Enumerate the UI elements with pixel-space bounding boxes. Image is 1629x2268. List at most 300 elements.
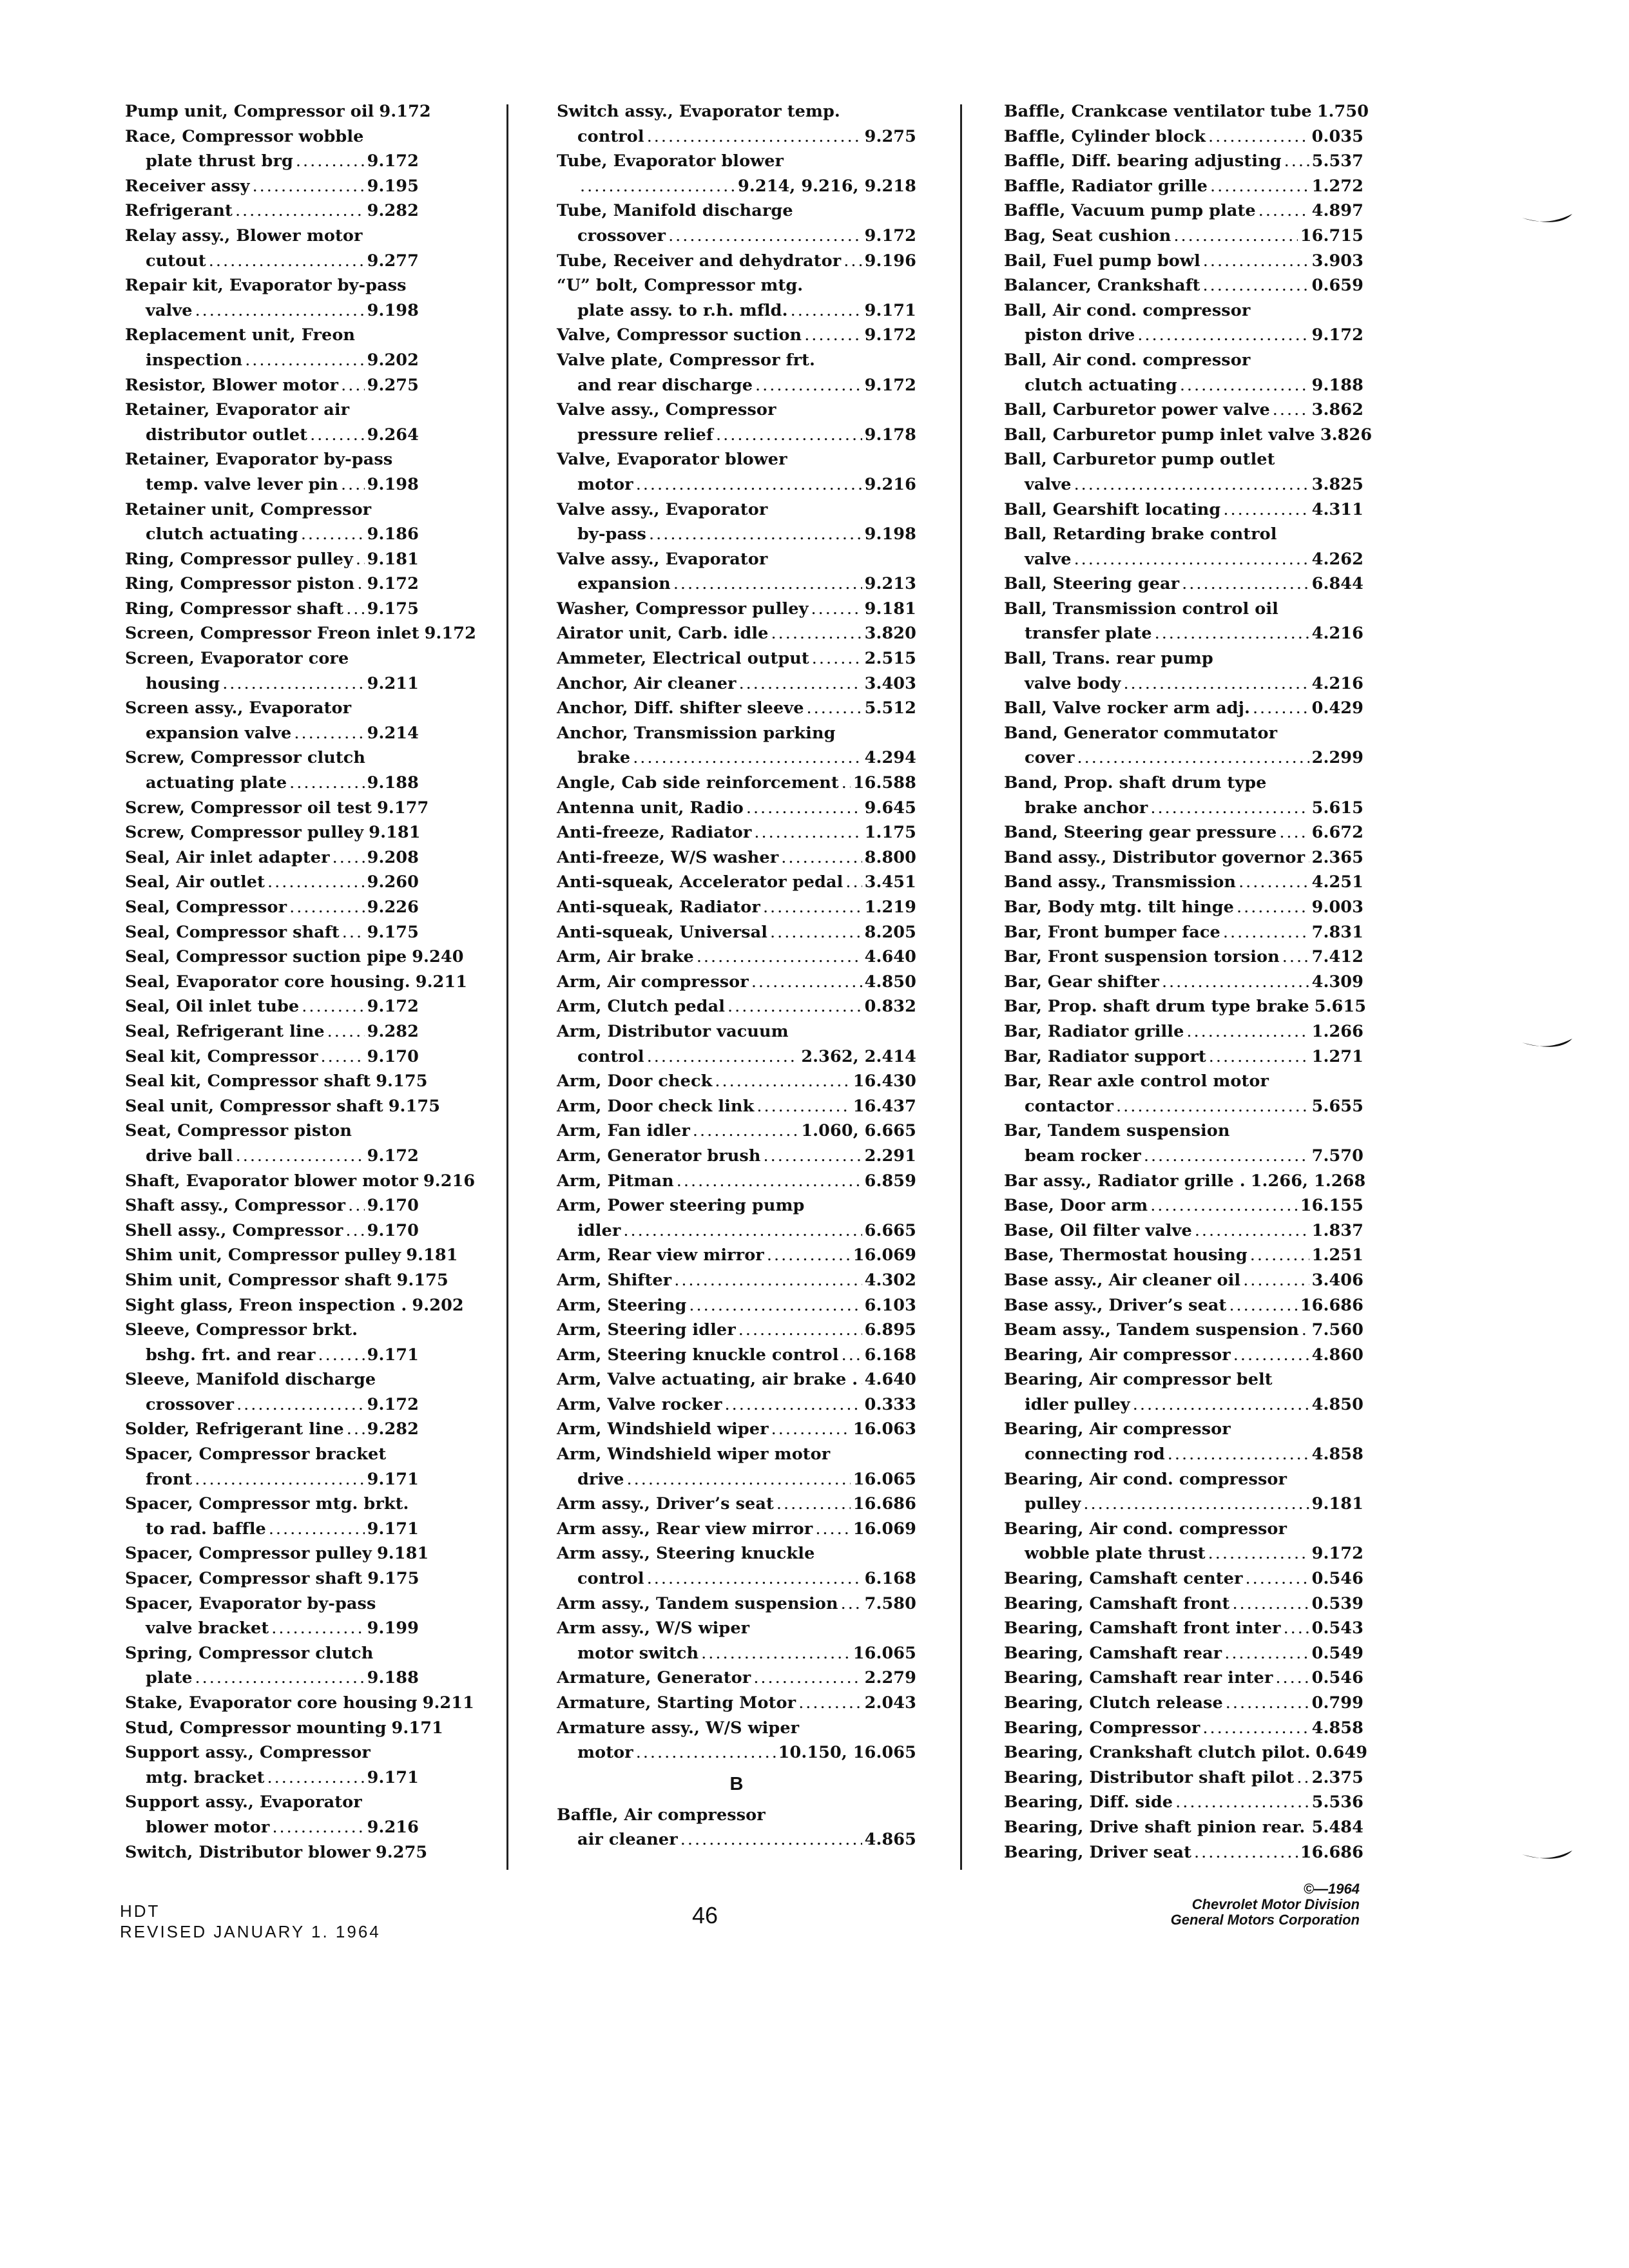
index-entry <box>557 1616 916 1666</box>
page-reference: 9.175 <box>376 1072 428 1091</box>
page-reference: 9.275 <box>864 126 916 146</box>
page-reference: 7.570 <box>1311 1146 1364 1166</box>
entry-text: Base assy., Driver’s seat <box>1004 1295 1227 1315</box>
index-entry <box>557 398 916 447</box>
index-entry <box>557 348 916 398</box>
page-reference: 9.181 <box>367 549 419 569</box>
page-reference: 1.060, 6.665 <box>801 1121 916 1141</box>
entry-text: Bar, Prop. shaft drum type brake <box>1004 997 1309 1017</box>
index-entry <box>125 99 431 124</box>
index-entry <box>557 771 916 796</box>
leader-dots <box>1116 1094 1309 1119</box>
entry-text: Band, Generator commutator <box>1004 723 1278 743</box>
page-reference: 9.175 <box>367 922 419 942</box>
entry-text: Stud, Compressor mounting <box>125 1718 387 1738</box>
entry-text: Seal, Refrigerant line <box>125 1021 325 1041</box>
index-entry <box>1004 522 1364 572</box>
index-entry <box>125 597 419 622</box>
entry-text: Repair kit, Evaporator by-pass <box>125 276 407 296</box>
leader-dots <box>342 920 365 945</box>
leader-dots <box>1229 1293 1297 1318</box>
page-reference: 5.615 <box>1311 798 1364 818</box>
leader-dots <box>770 920 862 945</box>
index-entry <box>125 1591 419 1641</box>
page-reference: 9.188 <box>367 773 419 793</box>
page-reference: 2.043 <box>864 1693 916 1713</box>
index-entry <box>557 323 916 348</box>
index-entry <box>1004 273 1364 298</box>
entry-text: Bearing, Driver seat <box>1004 1842 1192 1862</box>
entry-text: Arm, Rear view mirror <box>557 1245 764 1265</box>
leader-dots <box>815 1517 850 1542</box>
entry-text: valve <box>1025 474 1072 494</box>
entry-text: pressure relief <box>577 425 714 445</box>
page-reference: 9.003 <box>1311 898 1364 917</box>
page-reference: 0.539 <box>1311 1593 1364 1613</box>
leader-dots <box>1155 621 1309 646</box>
index-entry <box>557 1541 916 1591</box>
page-reference: 4.309 <box>1311 972 1364 992</box>
index-entry <box>557 994 916 1019</box>
index-entry <box>1004 845 1364 870</box>
index-entry <box>557 870 916 895</box>
leader-dots <box>346 597 364 622</box>
entry-text: Seal, Evaporator core housing. <box>125 972 410 992</box>
page-reference: 16.588 <box>853 773 916 793</box>
entry-text: Sleeve, Manifold discharge <box>125 1370 376 1390</box>
leader-dots <box>647 124 862 149</box>
leader-dots <box>1077 745 1309 771</box>
index-entry <box>1004 870 1364 895</box>
entry-text: Ball, Steering gear <box>1004 574 1180 594</box>
index-entry <box>1004 1666 1364 1691</box>
page-reference: 16.155 <box>1300 1196 1364 1216</box>
index-entry <box>557 945 916 970</box>
leader-dots <box>843 249 862 274</box>
index-entry <box>557 721 916 771</box>
entry-text: idler pulley <box>1025 1394 1130 1414</box>
page-reference: 2.365 <box>1311 847 1364 867</box>
index-entry <box>125 1442 419 1492</box>
index-entry <box>1004 1840 1364 1865</box>
entry-text: Bar, Tandem suspension <box>1004 1121 1230 1141</box>
page-reference: 4.897 <box>1311 201 1364 221</box>
index-entry <box>1004 348 1364 398</box>
leader-dots <box>1239 870 1309 895</box>
page-reference: 6.103 <box>864 1295 916 1315</box>
page-reference: 9.214 <box>367 723 419 743</box>
page-reference: 9.645 <box>864 798 916 818</box>
index-entry <box>1004 721 1364 771</box>
entry-text: Arm, Windshield wiper motor <box>557 1445 831 1465</box>
leader-dots <box>1203 273 1309 298</box>
leader-dots <box>647 1566 862 1591</box>
page-reference: 9.211 <box>415 972 468 992</box>
page-reference: 9.277 <box>367 251 419 271</box>
page-reference: 4.858 <box>1311 1445 1364 1465</box>
index-entry <box>1004 945 1364 970</box>
index-entry <box>1004 1343 1364 1368</box>
leader-dots <box>318 1343 365 1368</box>
index-entry <box>557 249 916 274</box>
entry-text: expansion <box>577 574 671 594</box>
index-entry <box>1004 1616 1364 1641</box>
index-entry <box>1004 1641 1364 1666</box>
page-reference: 9.282 <box>367 1419 419 1439</box>
page-reference: 0.546 <box>1311 1668 1364 1688</box>
page-reference: 9.264 <box>367 425 419 445</box>
index-entry <box>125 1119 419 1168</box>
leader-dots <box>812 646 862 671</box>
index-entry <box>557 920 916 945</box>
leader-dots <box>842 771 851 796</box>
entry-text: Seal, Oil inlet tube <box>125 997 300 1017</box>
index-entry <box>557 671 916 697</box>
entry-text: Tube, Receiver and dehydrator <box>557 251 842 271</box>
index-entry <box>557 1442 916 1492</box>
page-reference: 16.430 <box>853 1072 916 1091</box>
index-entry <box>1004 1691 1364 1716</box>
entry-text: Airator unit, Carb. idle <box>557 624 769 644</box>
leader-dots <box>236 1144 365 1169</box>
index-column-2 <box>557 99 916 1852</box>
entry-text: Spacer, Evaporator by-pass <box>125 1593 376 1613</box>
leader-dots <box>301 522 365 547</box>
leader-dots <box>195 298 365 323</box>
page-reference: 9.260 <box>367 872 419 892</box>
entry-text: Arm, Windshield wiper <box>557 1419 769 1439</box>
index-entry <box>557 696 916 721</box>
entry-text: Pump unit, Compressor oil <box>125 102 374 121</box>
entry-text: Band, Steering gear pressure <box>1004 823 1277 843</box>
entry-text: Valve plate, Compressor frt. <box>557 350 816 370</box>
page-reference: 10.150, 16.065 <box>778 1743 916 1763</box>
page-reference: 0.035 <box>1311 126 1364 146</box>
leader-dots <box>357 572 364 597</box>
page-reference: 16.686 <box>1300 1295 1364 1315</box>
page-reference: 9.196 <box>864 251 916 271</box>
page-reference: 2.375 <box>1311 1767 1364 1787</box>
entry-text: Ball, Carburetor pump inlet valve <box>1004 425 1315 445</box>
leader-dots <box>636 472 862 497</box>
entry-text: Bearing, Clutch release <box>1004 1693 1223 1713</box>
leader-dots <box>1302 1318 1309 1343</box>
leader-dots <box>1182 572 1309 597</box>
entry-text: Bearing, Camshaft rear <box>1004 1643 1222 1663</box>
index-entry <box>125 1641 419 1691</box>
entry-text: Arm assy., Driver’s seat <box>557 1494 774 1514</box>
index-entry <box>1004 1591 1364 1617</box>
page-reference: 3.403 <box>864 673 916 693</box>
leader-dots <box>1203 249 1309 274</box>
footer-copyright <box>1171 1881 1360 1928</box>
entry-text: temp. valve lever pin <box>146 474 338 494</box>
index-entry <box>1004 1318 1364 1343</box>
page-reference: 4.858 <box>1311 1718 1364 1738</box>
leader-dots <box>327 1019 365 1044</box>
leader-dots <box>1202 1716 1309 1741</box>
entry-text: front <box>146 1469 193 1489</box>
entry-text: Seal, Air inlet adapter <box>125 847 330 867</box>
page-reference: 0.546 <box>1311 1569 1364 1589</box>
page-reference: 8.800 <box>864 847 916 867</box>
page-reference: 9.171 <box>367 1767 419 1787</box>
page-reference: 1.266, 1.268 <box>1250 1171 1366 1191</box>
page-reference: 9.172 <box>864 226 916 245</box>
leader-dots <box>333 845 365 870</box>
entry-text: Seal, Air outlet <box>125 872 265 892</box>
entry-text: Arm, Power steering pump <box>557 1196 805 1216</box>
entry-text: Spring, Compressor clutch <box>125 1643 374 1663</box>
page-reference: 16.686 <box>853 1494 916 1514</box>
page-reference: 9.226 <box>367 898 419 917</box>
entry-text: Screw, Compressor oil test <box>125 798 372 818</box>
page-reference: 9.171 <box>367 1519 419 1539</box>
leader-dots <box>267 1765 365 1791</box>
page-reference: 9.181 <box>406 1245 458 1265</box>
entry-text: control <box>577 1046 644 1066</box>
index-entry <box>557 99 916 149</box>
index-entry <box>1004 1517 1364 1566</box>
entry-text: valve body <box>1025 673 1121 693</box>
leader-dots <box>845 870 862 895</box>
page-reference: 9.202 <box>367 350 419 370</box>
leader-dots <box>289 771 364 796</box>
leader-dots <box>841 1591 862 1617</box>
page-reference: 9.198 <box>367 474 419 494</box>
index-entry <box>557 1293 916 1318</box>
leader-dots <box>763 895 862 920</box>
entry-text: Washer, Compressor pulley <box>557 599 809 619</box>
page-reference: 0.799 <box>1311 1693 1364 1713</box>
index-entry <box>125 398 419 447</box>
entry-text: Sight glass, Freon inspection . <box>125 1295 407 1315</box>
entry-text: Bar, Rear axle control motor <box>1004 1072 1269 1091</box>
index-entry <box>1004 497 1364 523</box>
footer-model-code: HDT <box>120 1901 160 1921</box>
page-reference: 1.750 <box>1316 102 1369 121</box>
leader-dots <box>271 1616 364 1641</box>
leader-dots <box>1223 497 1309 523</box>
entry-text: Retainer unit, Compressor <box>125 499 372 519</box>
index-entry <box>1004 895 1364 920</box>
index-entry <box>125 1069 428 1094</box>
index-entry <box>557 497 916 547</box>
page-reference: 3.826 <box>1320 425 1373 445</box>
index-entry <box>125 994 419 1019</box>
index-column-3 <box>1004 99 1373 1865</box>
entry-text: Support assy., Evaporator <box>125 1792 362 1812</box>
index-entry <box>125 1243 458 1268</box>
page-reference: 9.181 <box>864 599 916 619</box>
index-entry <box>125 1541 429 1566</box>
index-entry <box>125 970 468 995</box>
leader-dots <box>1279 820 1309 845</box>
leader-dots <box>1275 1666 1309 1691</box>
entry-text: Bearing, Camshaft rear inter <box>1004 1668 1273 1688</box>
entry-text: Bar, Front suspension torsion <box>1004 947 1280 967</box>
leader-dots <box>753 1666 862 1691</box>
page-reference: 5.512 <box>864 698 916 718</box>
index-entry <box>125 895 419 920</box>
leader-dots <box>677 1169 862 1194</box>
leader-dots <box>798 1691 862 1716</box>
leader-dots <box>1253 696 1309 721</box>
page-reference: 1.251 <box>1311 1245 1364 1265</box>
entry-text: Replacement unit, Freon <box>125 325 356 345</box>
entry-text: Anti-squeak, Accelerator pedal <box>557 872 843 892</box>
page-reference: 4.850 <box>1311 1394 1364 1414</box>
page-reference: 7.560 <box>1311 1320 1364 1340</box>
page-reference: 9.175 <box>396 1270 448 1290</box>
index-entry <box>557 1803 916 1852</box>
leader-dots <box>674 1268 862 1293</box>
index-entry <box>1004 1790 1364 1815</box>
index-entry <box>557 1367 916 1392</box>
entry-text: Anti-freeze, W/S washer <box>557 847 779 867</box>
entry-text: Arm, Generator brush <box>557 1146 761 1166</box>
leader-dots <box>222 671 364 697</box>
entry-text: actuating plate <box>146 773 287 793</box>
page-reference: 3.903 <box>1311 251 1364 271</box>
index-entry <box>1004 1069 1364 1119</box>
leader-dots <box>341 373 365 398</box>
leader-dots <box>1284 1616 1309 1641</box>
index-entry <box>1004 696 1364 721</box>
page-reference: 3.820 <box>864 624 916 644</box>
index-entry <box>1004 249 1364 274</box>
entry-text: Ball, Trans. rear pump <box>1004 649 1213 669</box>
entry-text: Ball, Carburetor pump outlet <box>1004 450 1275 470</box>
index-entry <box>1004 1218 1364 1244</box>
entry-text: Base, Thermostat housing <box>1004 1245 1248 1265</box>
page-reference: 9.172 <box>367 1146 419 1166</box>
index-column-1 <box>125 99 476 1865</box>
entry-text: connecting rod <box>1025 1445 1165 1465</box>
entry-text: expansion valve <box>146 723 292 743</box>
entry-text: plate <box>146 1668 193 1688</box>
index-entry <box>125 547 419 572</box>
entry-text: Solder, Refrigerant line <box>125 1419 344 1439</box>
copyright-year: ©—1964 <box>1303 1881 1360 1897</box>
entry-text: and rear discharge <box>577 375 753 395</box>
entry-text: Valve assy., Evaporator <box>557 549 768 569</box>
page-reference: 9.181 <box>376 1544 429 1564</box>
index-entry <box>557 1691 916 1716</box>
page-reference: 1.175 <box>864 823 916 843</box>
leader-dots <box>771 1417 851 1442</box>
entry-text: Seal unit, Compressor shaft <box>125 1096 383 1116</box>
page-reference: 9.172 <box>1311 1544 1364 1564</box>
index-entry <box>125 646 419 696</box>
leader-dots <box>345 1218 364 1244</box>
index-entry <box>125 1691 474 1716</box>
page-reference: 9.175 <box>367 599 419 619</box>
index-entry <box>557 1591 916 1617</box>
index-entry <box>557 1343 916 1368</box>
entry-text: Retainer, Evaporator air <box>125 400 350 420</box>
entry-text: Switch assy., Evaporator temp. <box>557 102 840 121</box>
index-entry <box>125 323 419 372</box>
index-entry <box>125 124 419 174</box>
index-entry <box>1004 174 1364 199</box>
index-entry <box>557 273 916 323</box>
entry-text: Seal kit, Compressor <box>125 1046 318 1066</box>
page-reference: 4.865 <box>864 1830 916 1850</box>
page-reference: 9.211 <box>367 673 419 693</box>
entry-text: drive <box>577 1469 624 1489</box>
page-reference: 9.177 <box>377 798 429 818</box>
index-entry <box>125 696 419 745</box>
entry-text: Relay assy., Blower motor <box>125 226 363 245</box>
entry-text: Seal, Compressor suction pipe <box>125 947 407 967</box>
index-entry <box>1004 1193 1364 1218</box>
leader-dots <box>1150 1193 1298 1218</box>
index-entry <box>125 1716 443 1741</box>
entry-text: Refrigerant <box>125 201 233 221</box>
binding-mark-icon <box>1521 1849 1574 1866</box>
entry-text: Bar assy., Radiator grille . <box>1004 1171 1246 1191</box>
page-reference: 9.195 <box>367 176 419 196</box>
leader-dots <box>757 1094 850 1119</box>
entry-text: Screw, Compressor clutch <box>125 748 366 768</box>
leader-dots <box>1074 472 1309 497</box>
leader-dots <box>245 348 364 373</box>
index-entry <box>1004 920 1364 945</box>
index-entry <box>1004 1367 1364 1417</box>
entry-text: Bearing, Distributor shaft pilot <box>1004 1767 1295 1787</box>
page-reference: 2.299 <box>1311 748 1364 768</box>
leader-dots <box>1243 1268 1309 1293</box>
entry-text: Bail, Fuel pump bowl <box>1004 251 1200 271</box>
page-reference: 0.649 <box>1315 1743 1368 1763</box>
page-reference: 16.065 <box>853 1643 916 1663</box>
leader-dots <box>341 472 365 497</box>
page-reference: 6.672 <box>1311 823 1364 843</box>
entry-text: Spacer, Compressor shaft <box>125 1569 363 1589</box>
index-entry <box>1004 1765 1364 1791</box>
index-entry <box>1004 1044 1364 1070</box>
page-number: 46 <box>692 1902 718 1928</box>
leader-dots <box>636 1740 776 1765</box>
entry-text: Bar, Radiator grille <box>1004 1021 1184 1041</box>
index-entry <box>125 1740 419 1790</box>
page-reference: 4.251 <box>1311 872 1364 892</box>
page-reference: 6.168 <box>864 1345 916 1365</box>
page-reference: 9.198 <box>367 300 419 320</box>
page-reference: 9.181 <box>369 823 421 843</box>
entry-text: Retainer, Evaporator by-pass <box>125 450 393 470</box>
entry-text: Ball, Retarding brake control <box>1004 524 1277 544</box>
index-entry <box>1004 994 1367 1019</box>
entry-text: idler <box>577 1220 621 1240</box>
index-entry <box>1004 99 1369 124</box>
page-reference: 9.208 <box>367 847 419 867</box>
index-entry <box>125 820 419 845</box>
leader-dots <box>755 373 862 398</box>
index-entry <box>125 1790 419 1840</box>
leader-dots <box>1133 1392 1309 1418</box>
page-reference: 4.311 <box>1311 499 1364 519</box>
leader-dots <box>580 174 735 199</box>
entry-text: Baffle, Air compressor <box>557 1805 766 1825</box>
page-reference: 9.175 <box>367 1569 419 1589</box>
index-entry <box>125 1318 419 1367</box>
page-reference: 9.171 <box>367 1469 419 1489</box>
corporation-name: General Motors Corporation <box>1170 1912 1360 1928</box>
entry-text: beam rocker <box>1025 1146 1141 1166</box>
leader-dots <box>746 796 862 821</box>
